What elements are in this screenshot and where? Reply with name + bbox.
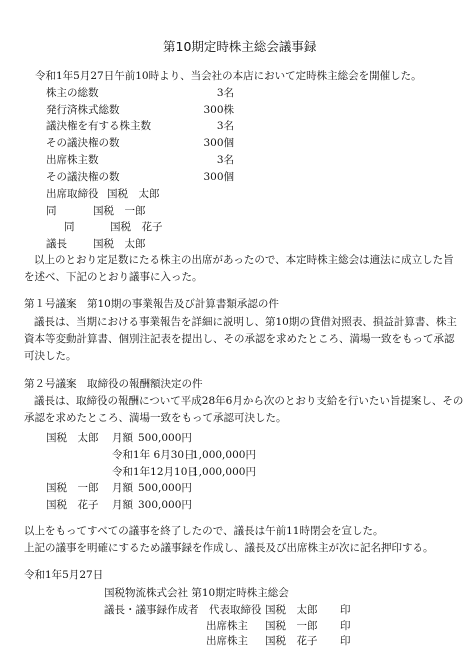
pay-amount: 1,000,000円 xyxy=(192,466,256,478)
stat-label: 株主の総数 xyxy=(46,87,99,99)
pay-amount: 500,000円 xyxy=(138,432,192,444)
stat-value: 300個 xyxy=(203,137,234,149)
stat-value: 3名 xyxy=(216,120,234,132)
stat-label: その議決権の数 xyxy=(46,171,120,183)
pay-label: 月額 xyxy=(112,499,133,511)
stat-label: 出席株主数 xyxy=(46,154,99,166)
attendee-role: 同 xyxy=(64,221,75,233)
closing-line-2: 上記の議事を明確にするため議事録を作成し、議長及び出席株主が次に記名押印する。 xyxy=(24,542,434,554)
seal-mark: 印 xyxy=(340,604,351,616)
pay-label: 月額 xyxy=(112,432,133,444)
signer-role: 出席株主 xyxy=(206,635,248,647)
stat-value: 300株 xyxy=(203,104,234,116)
attendee-name: 国税 太郎 xyxy=(93,238,146,250)
signer-name: 国税 花子 xyxy=(265,635,318,647)
attendee-role: 出席取締役 xyxy=(46,188,99,200)
pay-amount: 1,000,000円 xyxy=(192,449,256,461)
stat-label: 議決権を有する株主数 xyxy=(46,120,151,132)
signer-role: 議長・議事録作成者 代表取締役 xyxy=(104,604,262,616)
quorum-paragraph: 以上のとおり定足数にたる株主の出席があったので、本定時株主総会は適法に成立した旨を述べ、下記のとおり議事に入った。 xyxy=(24,254,454,283)
pay-label: 令和1年12月10日 xyxy=(112,466,198,478)
stat-value: 300個 xyxy=(203,171,234,183)
pay-name: 国税 太郎 xyxy=(46,432,99,444)
item1-heading: 第１号議案 第10期の事業報告及び計算書類承認の件 xyxy=(24,298,279,310)
pay-amount: 500,000円 xyxy=(138,482,192,494)
closing-line-1: 以上をもってすべての議事を終了したので、議長は午前11時閉会を宣した。 xyxy=(24,525,384,537)
pay-label: 月額 xyxy=(112,482,133,494)
attendee-name: 国税 花子 xyxy=(110,221,163,233)
pay-label: 令和1年 6月30日 xyxy=(112,449,195,461)
attendee-role: 同 xyxy=(46,205,57,217)
signer-role: 出席株主 xyxy=(206,620,248,632)
stat-label: 発行済株式総数 xyxy=(46,104,120,116)
company-name: 国税物流株式会社 第10期定時株主総会 xyxy=(104,587,289,599)
intro-text: 令和1年5月27日午前10時より、当会社の本店において定時株主総会を開催した。 xyxy=(35,70,422,82)
item2-body: 議長は、取締役の報酬について平成28年6月から次のとおり支給を行いたい旨提案し、その承認を求めたところ、満場一致をもって承認可決した。 xyxy=(24,395,464,424)
pay-name: 国税 花子 xyxy=(46,499,99,511)
seal-mark: 印 xyxy=(340,620,351,632)
attendee-role: 議長 xyxy=(46,238,67,250)
signer-name: 国税 太郎 xyxy=(265,604,318,616)
document-title: 第10期定時株主総会議事録 xyxy=(163,39,317,54)
attendee-name: 国税 一郎 xyxy=(93,205,146,217)
stat-value: 3名 xyxy=(216,87,234,99)
attendee-name: 国税 太郎 xyxy=(107,188,160,200)
item2-heading: 第２号議案 取締役の報酬額決定の件 xyxy=(24,378,203,390)
document-date: 令和1年5月27日 xyxy=(24,569,104,581)
stat-label: その議決権の数 xyxy=(46,137,120,149)
signer-name: 国税 一郎 xyxy=(265,620,318,632)
item1-body: 議長は、当期における事業報告を詳細に説明し、第10期の貸借対照表、損益計算書、株主資本等変動計算書、個別注記表を提出し、その承認を求めたところ、満場一致をもって承認可決した。 xyxy=(24,316,457,362)
stat-value: 3名 xyxy=(216,154,234,166)
pay-amount: 300,000円 xyxy=(138,499,192,511)
pay-name: 国税 一郎 xyxy=(46,482,99,494)
seal-mark: 印 xyxy=(340,635,351,647)
